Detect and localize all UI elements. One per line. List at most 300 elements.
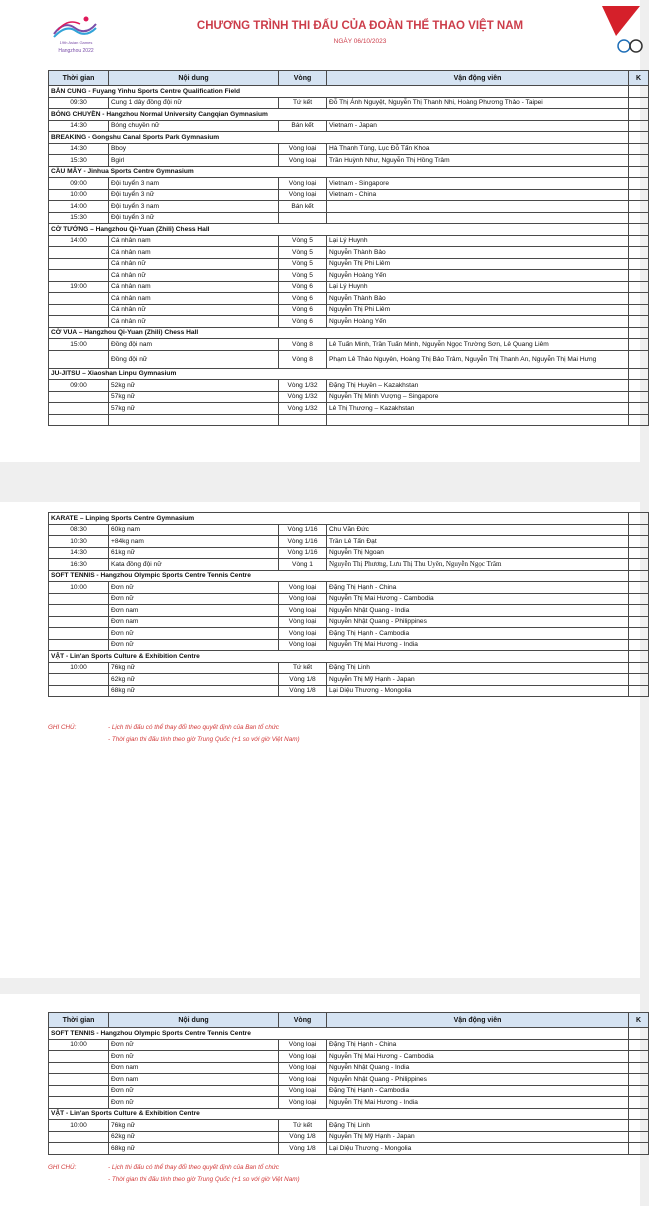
athletes-cell: Đặng Thị Hạnh - China — [327, 1039, 629, 1051]
athletes-cell: Nguyễn Thị Phi Liêm — [327, 258, 629, 270]
time-cell: 09:00 — [49, 380, 109, 392]
result-cell — [629, 120, 649, 132]
logo-caption: 19th Asian Games — [59, 40, 93, 45]
result-cell — [629, 1120, 649, 1132]
round-cell: Vòng 1/8 — [279, 1143, 327, 1155]
content-cell: Cung 1 dây đồng đội nữ — [109, 97, 279, 109]
content-cell: Cá nhân nam — [109, 281, 279, 293]
venue-heading: JU-JITSU – Xiaoshan Linpu Gymnasium — [49, 368, 629, 380]
time-cell: 10:30 — [49, 536, 109, 548]
content-cell: Đơn nam — [109, 616, 279, 628]
round-cell: Vòng 1/32 — [279, 403, 327, 415]
result-cell — [629, 582, 649, 594]
round-cell: Vòng 1/16 — [279, 547, 327, 559]
schedule-table — [48, 70, 649, 426]
venue-row — [49, 166, 649, 178]
result-cell — [629, 86, 649, 98]
time-cell — [49, 674, 109, 686]
content-cell: Đội tuyển 3 nữ — [109, 212, 279, 224]
logo-city: Hangzhou 2022 — [58, 48, 94, 54]
round-cell: Vòng 6 — [279, 316, 327, 328]
result-cell — [629, 593, 649, 605]
time-cell — [49, 1131, 109, 1143]
athletes-cell: Nguyễn Thị Phương, Lưu Thị Thu Uyên, Nguyễn Ngọc Trâm — [327, 559, 629, 571]
content-cell: 62kg nữ — [109, 1131, 279, 1143]
col-header-result: K — [629, 1013, 649, 1028]
col-header-result: K — [629, 71, 649, 86]
round-cell: Bán kết — [279, 120, 327, 132]
table-row — [49, 189, 649, 201]
athletes-cell: Nguyễn Thị Mai Hương - Cambodia — [327, 1051, 629, 1063]
content-cell: Đội tuyển 3 nam — [109, 201, 279, 213]
round-cell: Tứ kết — [279, 662, 327, 674]
table-row — [49, 258, 649, 270]
athletes-cell: Đặng Thị Hạnh - Cambodia — [327, 628, 629, 640]
page-title: CHƯƠNG TRÌNH THI ĐẤU CỦA ĐOÀN THỂ THAO VIỆT NAM — [196, 20, 524, 32]
round-cell: Vòng loại — [279, 1039, 327, 1051]
time-cell — [49, 258, 109, 270]
table-row — [49, 1097, 649, 1109]
content-cell: Đơn nữ — [109, 1039, 279, 1051]
time-cell: 08:30 — [49, 524, 109, 536]
result-cell — [629, 1097, 649, 1109]
athletes-cell: Nguyễn Nhật Quang - India — [327, 1062, 629, 1074]
round-cell: Vòng 1/8 — [279, 1131, 327, 1143]
venue-heading: CỜ TƯỚNG – Hangzhou Qi-Yuan (Zhili) Chess Hall — [49, 224, 629, 236]
time-cell — [49, 685, 109, 697]
athletes-cell: Nguyễn Thị Mai Hương - India — [327, 639, 629, 651]
table-row — [49, 293, 649, 305]
table-row — [49, 547, 649, 559]
col-header-time: Thời gian — [49, 1013, 109, 1028]
time-cell: 10:00 — [49, 189, 109, 201]
result-cell — [629, 403, 649, 415]
round-cell: Vòng 6 — [279, 293, 327, 305]
time-cell: 15:30 — [49, 155, 109, 167]
result-cell — [629, 1074, 649, 1086]
content-cell: 76kg nữ — [109, 1120, 279, 1132]
round-cell: Vòng loại — [279, 616, 327, 628]
time-cell — [49, 414, 109, 426]
schedule-page-1 — [0, 0, 640, 462]
table-row — [49, 1131, 649, 1143]
athletes-cell: Đặng Thị Huyền – Kazakhstan — [327, 380, 629, 392]
time-cell — [49, 247, 109, 259]
table-header-row — [49, 71, 649, 86]
time-cell: 10:00 — [49, 1120, 109, 1132]
venue-row — [49, 570, 649, 582]
time-cell: 10:00 — [49, 1039, 109, 1051]
table-row — [49, 304, 649, 316]
round-cell: Vòng 5 — [279, 235, 327, 247]
round-cell: Vòng 1/8 — [279, 674, 327, 686]
athletes-cell: Đặng Thị Hạnh - China — [327, 582, 629, 594]
venue-row — [49, 1108, 649, 1120]
content-cell: 52kg nữ — [109, 380, 279, 392]
notes-label: GHI CHÚ: — [48, 724, 77, 731]
athletes-cell: Đặng Thị Linh — [327, 662, 629, 674]
venue-row — [49, 224, 649, 236]
round-cell: Vòng 6 — [279, 304, 327, 316]
venue-heading: BÓNG CHUYỀN - Hangzhou Normal University Cangqian Gymnasium — [49, 109, 629, 121]
result-cell — [629, 224, 649, 236]
round-cell: Vòng 8 — [279, 339, 327, 351]
venue-row — [49, 109, 649, 121]
content-cell: Đơn nữ — [109, 1085, 279, 1097]
athletes-cell: Nguyễn Nhật Quang - India — [327, 605, 629, 617]
athletes-cell: Nguyễn Hoàng Yến — [327, 270, 629, 282]
result-cell — [629, 1028, 649, 1040]
venue-heading: VẬT - Lin'an Sports Culture & Exhibition Centre — [49, 1108, 629, 1120]
schedule-date: NGÀY 06/10/2023 — [333, 38, 387, 45]
athletes-cell: Nguyễn Thị Ngoan — [327, 547, 629, 559]
content-cell: 60kg nam — [109, 524, 279, 536]
asian-games-logo — [44, 8, 108, 66]
col-header-athletes: Vận động viên — [327, 71, 629, 86]
result-cell — [629, 1062, 649, 1074]
table-row — [49, 605, 649, 617]
result-cell — [629, 570, 649, 582]
time-cell: 14:30 — [49, 143, 109, 155]
content-cell: Đồng đội nam — [109, 339, 279, 351]
athletes-cell: Lại Diệu Thương - Mongolia — [327, 685, 629, 697]
athletes-cell: Vietnam - Japan — [327, 120, 629, 132]
table-row — [49, 1051, 649, 1063]
table-row — [49, 155, 649, 167]
content-cell: Cá nhân nam — [109, 293, 279, 305]
round-cell: Vòng 1 — [279, 559, 327, 571]
round-cell: Vòng 8 — [279, 350, 327, 368]
result-cell — [629, 304, 649, 316]
athletes-cell: Phạm Lê Thảo Nguyên, Hoàng Thị Bảo Trâm, Nguyễn Thị Thanh An, Nguyễn Thị Mai Hưng — [327, 350, 629, 368]
result-cell — [629, 1143, 649, 1155]
time-cell — [49, 403, 109, 415]
round-cell: Vòng loại — [279, 143, 327, 155]
content-cell: 57kg nữ — [109, 391, 279, 403]
content-cell: Cá nhân nam — [109, 235, 279, 247]
col-header-athletes: Vận động viên — [327, 1013, 629, 1028]
time-cell — [49, 616, 109, 628]
col-header-content: Nội dung — [109, 1013, 279, 1028]
result-cell — [629, 281, 649, 293]
col-header-round: Vòng — [279, 71, 327, 86]
hangzhou-logo-icon — [50, 16, 100, 38]
note-line: - Thời gian thi đấu tính theo giờ Trung Quốc (+1 so với giờ Việt Nam) — [108, 736, 300, 743]
result-cell — [629, 685, 649, 697]
time-cell: 14:30 — [49, 547, 109, 559]
time-cell — [49, 1085, 109, 1097]
table-row — [49, 628, 649, 640]
notes-label: GHI CHÚ: — [48, 1164, 77, 1171]
time-cell — [49, 270, 109, 282]
athletes-cell: Nguyễn Thị Mai Hương - Cambodia — [327, 593, 629, 605]
table-row — [49, 143, 649, 155]
time-cell: 10:00 — [49, 582, 109, 594]
result-cell — [629, 178, 649, 190]
result-cell — [629, 1039, 649, 1051]
round-cell: Vòng loại — [279, 639, 327, 651]
result-cell — [629, 247, 649, 259]
result-cell — [629, 380, 649, 392]
content-cell: 57kg nữ — [109, 403, 279, 415]
content-cell: Đơn nữ — [109, 628, 279, 640]
athletes-cell: Nguyễn Thành Bảo — [327, 247, 629, 259]
content-cell: Đội tuyển 3 nam — [109, 178, 279, 190]
result-cell — [629, 674, 649, 686]
athletes-cell: Trần Huỳnh Như, Nguyễn Thị Hồng Trâm — [327, 155, 629, 167]
round-cell: Vòng 5 — [279, 258, 327, 270]
time-cell: 09:30 — [49, 97, 109, 109]
athletes-cell: Đặng Thị Linh — [327, 1120, 629, 1132]
schedule-table — [48, 512, 649, 697]
content-cell: 76kg nữ — [109, 662, 279, 674]
time-cell — [49, 639, 109, 651]
round-cell: Vòng 5 — [279, 270, 327, 282]
note-line: - Lịch thi đấu có thể thay đổi theo quyết định của Ban tổ chức — [108, 1164, 279, 1171]
athletes-cell: Chu Văn Đức — [327, 524, 629, 536]
result-cell — [629, 605, 649, 617]
table-row — [49, 1120, 649, 1132]
table-row — [49, 524, 649, 536]
athletes-cell: Nguyễn Thị Phi Liêm — [327, 304, 629, 316]
content-cell: Kata đồng đội nữ — [109, 559, 279, 571]
venue-heading: SOFT TENNIS - Hangzhou Olympic Sports Centre Tennis Centre — [49, 1028, 629, 1040]
round-cell: Vòng loại — [279, 605, 327, 617]
round-cell: Vòng loại — [279, 582, 327, 594]
round-cell: Vòng loại — [279, 1097, 327, 1109]
athletes-cell: Nguyễn Thị Mai Hương - India — [327, 1097, 629, 1109]
result-cell — [629, 339, 649, 351]
result-cell — [629, 143, 649, 155]
result-cell — [629, 1085, 649, 1097]
athletes-cell: Nguyễn Hoàng Yến — [327, 316, 629, 328]
content-cell: 61kg nữ — [109, 547, 279, 559]
result-cell — [629, 166, 649, 178]
table-row — [49, 582, 649, 594]
venue-heading: BẮN CUNG - Fuyang Yinhu Sports Centre Qualification Field — [49, 86, 629, 98]
round-cell: Vòng 5 — [279, 247, 327, 259]
time-cell: 14:00 — [49, 235, 109, 247]
table-row — [49, 1039, 649, 1051]
table-row — [49, 97, 649, 109]
result-cell — [629, 391, 649, 403]
col-header-time: Thời gian — [49, 71, 109, 86]
table-row — [49, 247, 649, 259]
table-row — [49, 350, 649, 368]
result-cell — [629, 109, 649, 121]
content-cell: Bboy — [109, 143, 279, 155]
round-cell: Tứ kết — [279, 1120, 327, 1132]
round-cell: Vòng loại — [279, 1074, 327, 1086]
result-cell — [629, 513, 649, 525]
content-cell: Đồng đội nữ — [109, 350, 279, 368]
round-cell: Vòng loại — [279, 189, 327, 201]
content-cell — [109, 414, 279, 426]
table-row — [49, 380, 649, 392]
result-cell — [629, 212, 649, 224]
table-row — [49, 235, 649, 247]
content-cell: Cá nhân nam — [109, 247, 279, 259]
time-cell — [49, 1097, 109, 1109]
athletes-cell: Nguyễn Nhật Quang - Philippines — [327, 616, 629, 628]
result-cell — [629, 639, 649, 651]
table-row — [49, 639, 649, 651]
content-cell: 62kg nữ — [109, 674, 279, 686]
time-cell: 09:00 — [49, 178, 109, 190]
time-cell: 14:00 — [49, 201, 109, 213]
athletes-cell: Đặng Thị Hạnh - Cambodia — [327, 1085, 629, 1097]
venue-row — [49, 513, 649, 525]
table-row — [49, 1062, 649, 1074]
time-cell — [49, 628, 109, 640]
table-row — [49, 662, 649, 674]
round-cell: Vòng 1/16 — [279, 524, 327, 536]
result-cell — [629, 132, 649, 144]
table-row — [49, 559, 649, 571]
athletes-cell: Trần Lê Tấn Đạt — [327, 536, 629, 548]
content-cell: Bgirl — [109, 155, 279, 167]
table-row — [49, 685, 649, 697]
result-cell — [629, 628, 649, 640]
col-header-round: Vòng — [279, 1013, 327, 1028]
round-cell: Vòng loại — [279, 1085, 327, 1097]
result-cell — [629, 97, 649, 109]
result-cell — [629, 547, 649, 559]
result-cell — [629, 1131, 649, 1143]
content-cell: 68kg nữ — [109, 685, 279, 697]
olympic-council-emblem-icon — [602, 6, 640, 64]
result-cell — [629, 368, 649, 380]
time-cell: 10:00 — [49, 662, 109, 674]
result-cell — [629, 524, 649, 536]
round-cell: Vòng 6 — [279, 281, 327, 293]
table-row — [49, 316, 649, 328]
athletes-cell: Đỗ Thị Ánh Nguyệt, Nguyễn Thị Thanh Nhi, Hoàng Phương Thảo - Taipei — [327, 97, 629, 109]
content-cell: Đơn nữ — [109, 1097, 279, 1109]
athletes-cell: Hà Thanh Tùng, Lục Đỗ Tấn Khoa — [327, 143, 629, 155]
athletes-cell: Lại Lý Huynh — [327, 281, 629, 293]
result-cell — [629, 1051, 649, 1063]
athletes-cell: Lê Thị Thương – Kazakhstan — [327, 403, 629, 415]
time-cell: 19:00 — [49, 281, 109, 293]
result-cell — [629, 201, 649, 213]
content-cell: Đơn nữ — [109, 1051, 279, 1063]
content-cell: Đơn nữ — [109, 639, 279, 651]
athletes-cell — [327, 414, 629, 426]
venue-row — [49, 368, 649, 380]
time-cell — [49, 1051, 109, 1063]
result-cell — [629, 270, 649, 282]
venue-row — [49, 1028, 649, 1040]
content-cell: Đơn nam — [109, 1062, 279, 1074]
athletes-cell: Lê Tuấn Minh, Trần Tuấn Minh, Nguyễn Ngọc Trường Sơn, Lê Quang Liêm — [327, 339, 629, 351]
note-line: - Thời gian thi đấu tính theo giờ Trung Quốc (+1 so với giờ Việt Nam) — [108, 1176, 300, 1183]
table-row — [49, 593, 649, 605]
table-row — [49, 391, 649, 403]
venue-row — [49, 327, 649, 339]
venue-row — [49, 86, 649, 98]
content-cell: 68kg nữ — [109, 1143, 279, 1155]
table-row — [49, 120, 649, 132]
content-cell: Đội tuyển 3 nữ — [109, 189, 279, 201]
venue-row — [49, 651, 649, 663]
round-cell: Vòng 1/32 — [279, 391, 327, 403]
schedule-table — [48, 1012, 649, 1155]
time-cell: 16:30 — [49, 559, 109, 571]
athletes-cell: Nguyễn Thị Mỹ Hạnh - Japan — [327, 674, 629, 686]
content-cell: +84kg nam — [109, 536, 279, 548]
table-header-row — [49, 1013, 649, 1028]
table-row — [49, 414, 649, 426]
time-cell — [49, 293, 109, 305]
venue-row — [49, 132, 649, 144]
schedule-page-3 — [0, 994, 640, 1206]
table-row — [49, 674, 649, 686]
time-cell — [49, 316, 109, 328]
time-cell — [49, 304, 109, 316]
athletes-cell: Vietnam - Singapore — [327, 178, 629, 190]
table-row — [49, 1085, 649, 1097]
content-cell: Đơn nữ — [109, 593, 279, 605]
venue-heading: KARATE – Linping Sports Centre Gymnasium — [49, 513, 629, 525]
athletes-cell: Lại Lý Huynh — [327, 235, 629, 247]
table-row — [49, 536, 649, 548]
time-cell — [49, 1062, 109, 1074]
venue-heading: BREAKING - Gongshu Canal Sports Park Gymnasium — [49, 132, 629, 144]
round-cell: Vòng 1/16 — [279, 536, 327, 548]
venue-heading: VẬT - Lin'an Sports Culture & Exhibition Centre — [49, 651, 629, 663]
result-cell — [629, 1108, 649, 1120]
result-cell — [629, 316, 649, 328]
round-cell: Vòng loại — [279, 1051, 327, 1063]
result-cell — [629, 155, 649, 167]
content-cell: Cá nhân nữ — [109, 316, 279, 328]
content-cell: Đơn nữ — [109, 582, 279, 594]
time-cell: 14:30 — [49, 120, 109, 132]
content-cell: Bóng chuyền nữ — [109, 120, 279, 132]
athletes-cell: Nguyễn Thị Minh Vượng – Singapore — [327, 391, 629, 403]
table-row — [49, 281, 649, 293]
result-cell — [629, 235, 649, 247]
time-cell: 15:00 — [49, 339, 109, 351]
time-cell — [49, 605, 109, 617]
note-line: - Lịch thi đấu có thể thay đổi theo quyết định của Ban tổ chức — [108, 724, 279, 731]
result-cell — [629, 293, 649, 305]
result-cell — [629, 559, 649, 571]
round-cell: Vòng loại — [279, 628, 327, 640]
col-header-content: Nội dung — [109, 71, 279, 86]
schedule-page-2 — [0, 502, 640, 978]
table-row — [49, 1074, 649, 1086]
table-row — [49, 403, 649, 415]
content-cell: Đơn nam — [109, 1074, 279, 1086]
time-cell — [49, 350, 109, 368]
result-cell — [629, 662, 649, 674]
athletes-cell: Vietnam - China — [327, 189, 629, 201]
content-cell: Đơn nam — [109, 605, 279, 617]
venue-heading: CẦU MÂY - Jinhua Sports Centre Gymnasium — [49, 166, 629, 178]
round-cell — [279, 212, 327, 224]
result-cell — [629, 536, 649, 548]
table-row — [49, 212, 649, 224]
venue-heading: SOFT TENNIS - Hangzhou Olympic Sports Centre Tennis Centre — [49, 570, 629, 582]
time-cell — [49, 1143, 109, 1155]
table-row — [49, 178, 649, 190]
round-cell: Vòng loại — [279, 593, 327, 605]
result-cell — [629, 651, 649, 663]
athletes-cell — [327, 212, 629, 224]
round-cell — [279, 414, 327, 426]
